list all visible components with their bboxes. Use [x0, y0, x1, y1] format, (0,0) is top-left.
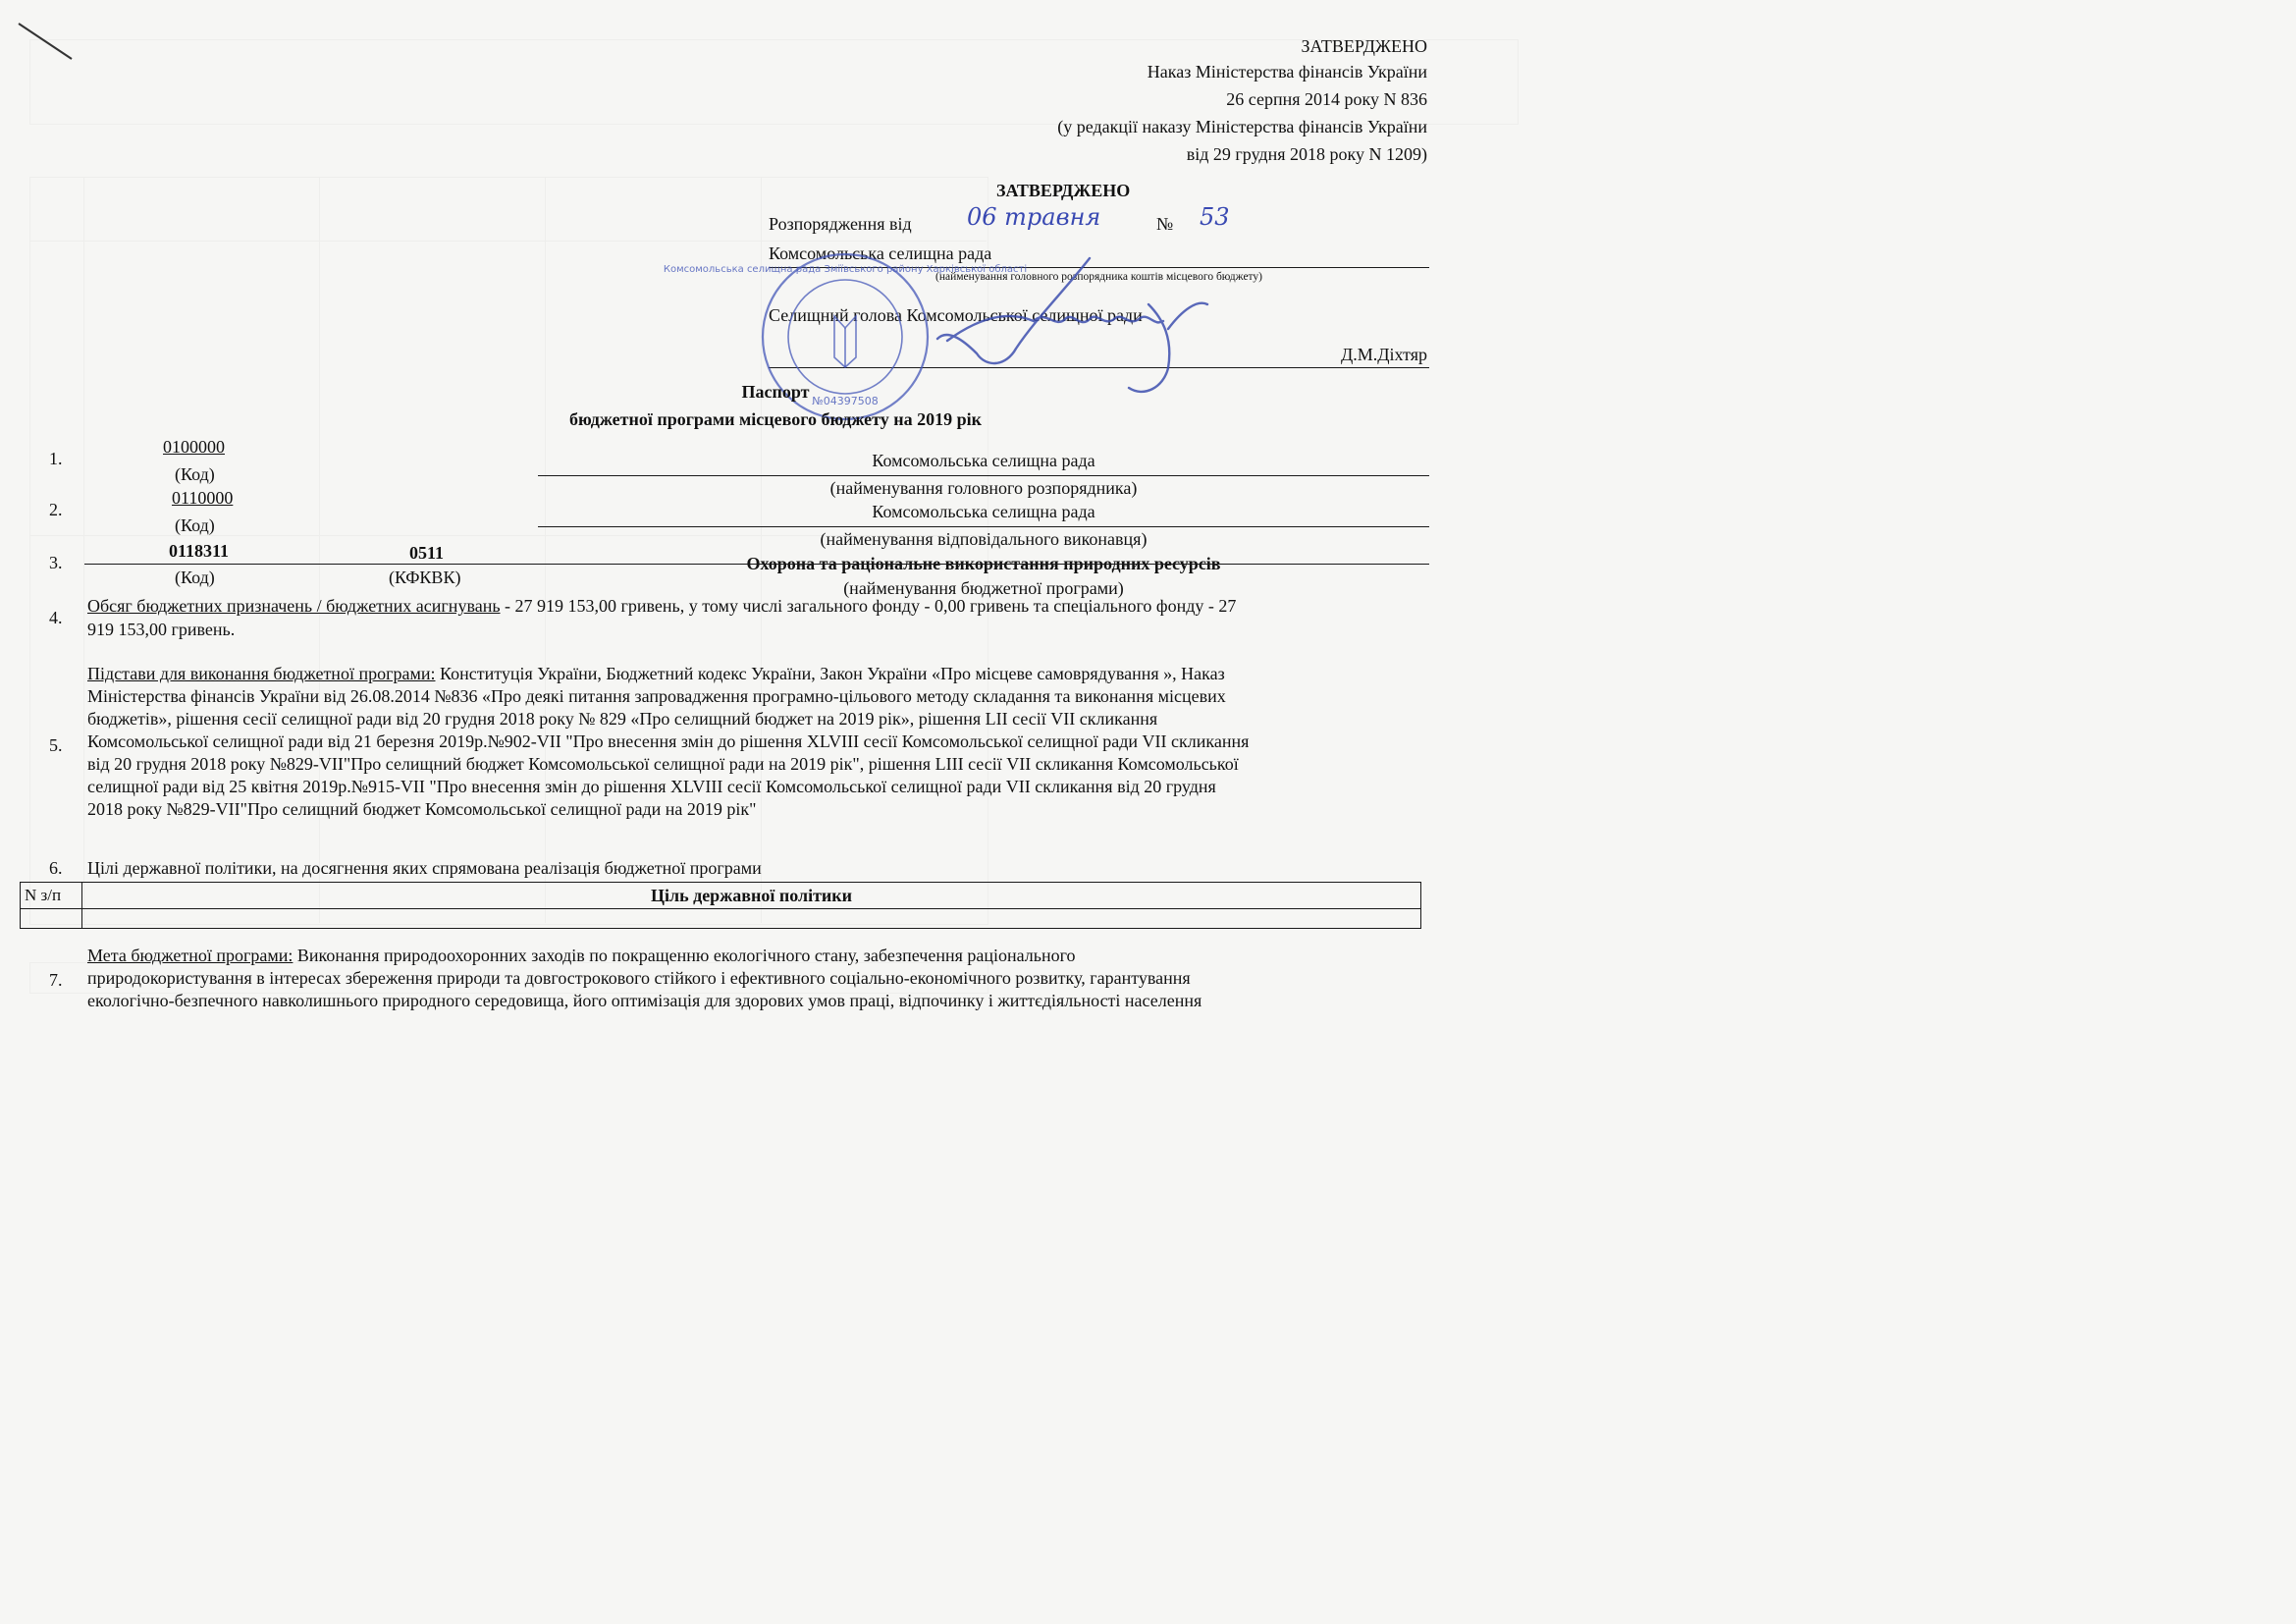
item-1-name: Комсомольська селищна рада: [872, 451, 1095, 470]
item-6-text: Цілі державної політики, на досягнення яких спрямована реалізація бюджетної програми: [87, 858, 762, 878]
item-2-code: 0110000: [172, 488, 234, 508]
item-5-line-4: Комсомольської селищної ради від 21 березня 2019р.№902-VII "Про внесення змін до рішення XLVIII сесії Комсомольської селищної ради VII скликання: [87, 731, 1250, 751]
approval-edition-date: від 29 грудня 2018 року N 1209): [1186, 144, 1427, 164]
item-2-name-caption: (найменування відповідального виконавця): [820, 529, 1148, 549]
item-3-kfkvk: 0511: [409, 543, 445, 563]
stamp-ring-text: Комсомольська селищна рада Зміївського району Харківської області: [663, 264, 1028, 275]
item-2-code-caption: (Код): [175, 515, 215, 535]
handwritten-order-number: 53: [1200, 203, 1230, 231]
order-prefix: Розпорядження від: [769, 214, 912, 234]
approving-org-name: Комсомольська селищна рада: [769, 244, 992, 263]
item-4-text: - 27 919 153,00 гривень, у тому числі загального фонду - 0,00 гривень та спеціального фонду - 27: [500, 596, 1237, 616]
item-3-number: 3.: [49, 553, 63, 572]
stamp-code: №04397508: [812, 395, 879, 407]
item-5-line-2: Міністерства фінансів України від 26.08.2014 №836 «Про деякі питання запровадження програмно-цільового методу складання та виконання місцевих: [87, 686, 1226, 706]
item-4-text-line2: 919 153,00 гривень.: [87, 620, 236, 639]
approval-date-line: 26 серпня 2014 року N 836: [1226, 89, 1427, 109]
item-5-line-6: селищної ради від 25 квітня 2019р.№915-VII "Про внесення змін до рішення XLVIII сесії Комсомольської селищної ради VII скликання від 20 грудня: [87, 777, 1216, 796]
item-3-name: Охорона та раціональне використання природних ресурсів: [746, 554, 1221, 573]
signer-name: Д.М.Діхтяр: [1340, 345, 1427, 364]
item-3-kfkvk-caption: (КФКВК): [389, 568, 461, 587]
item-1-code: 0100000: [163, 437, 225, 457]
table-header-number: N з/п: [21, 883, 82, 909]
item-5-line-5: від 20 грудня 2018 року №829-VII"Про селищний бюджет Комсомольської селищної ради на 2019 рік", рішення LIII сесії VII скликання Комсомольської: [87, 754, 1239, 774]
item-3-code-caption: (Код): [175, 568, 215, 587]
passport-subtitle: бюджетної програми місцевого бюджету на 2019 рік: [569, 409, 982, 429]
passport-title: Паспорт: [741, 382, 810, 402]
item-1-number: 1.: [49, 449, 63, 468]
order-number-label: №: [1156, 214, 1174, 234]
item-7-line-3: екологічно-безпечного навколишнього природного середовища, його оптимізація для здорових умов праці, відпочинку і життєдіяльності населення: [87, 991, 1202, 1010]
item-3-name-caption: (найменування бюджетної програми): [843, 578, 1124, 598]
item-1-name-caption: (найменування головного розпорядника): [829, 478, 1138, 498]
item-5-line-1: Конституція України, Бюджетний кодекс України, Закон України «Про місцеве самоврядування », Наказ: [435, 664, 1225, 683]
item-7-lead: Мета бюджетної програми:: [87, 946, 294, 965]
table-row: [21, 909, 1421, 929]
scan-corner-mark: [15, 18, 83, 67]
item-2-name: Комсомольська селищна рада: [872, 502, 1095, 521]
item-2-number: 2.: [49, 500, 63, 519]
item-7-line-1: Виконання природоохоронних заходів по покращенню екологічного стану, забезпечення раціонального: [293, 946, 1076, 965]
handwritten-order-date: 06 травня: [967, 203, 1101, 231]
item-1-code-caption: (Код): [175, 464, 215, 484]
item-4-lead: Обсяг бюджетних призначень / бюджетних асигнувань: [87, 596, 501, 616]
approval-block-label: ЗАТВЕРДЖЕНО: [996, 181, 1131, 200]
item-7-line-2: природокористування в інтересах збереження природи та довгострокового стійкого і ефективного соціально-економічного розвитку, гарантування: [87, 968, 1191, 988]
item-5-line-7: 2018 року №829-VII"Про селищний бюджет Комсомольської селищної ради на 2019 рік": [87, 799, 757, 819]
table-header-row: [21, 883, 1421, 909]
approval-label: ЗАТВЕРДЖЕНО: [1301, 36, 1427, 56]
item-5-lead: Підстави для виконання бюджетної програми:: [87, 664, 436, 683]
item-4-number: 4.: [49, 608, 63, 627]
table-header-goal: Ціль державної політики: [82, 883, 1421, 909]
item-5-number: 5.: [49, 735, 63, 755]
approving-org-caption: (найменування головного розпорядника коштів місцевого бюджету): [934, 271, 1263, 283]
item-5-line-3: бюджетів», рішення сесії селищної ради від 20 грудня 2018 року № 829 «Про селищний бюджет на 2019 рік», рішення LII сесії VII скликання: [87, 709, 1158, 729]
approval-order-line: Наказ Міністерства фінансів України: [1147, 62, 1427, 81]
item-6-number: 6.: [49, 858, 63, 878]
signer-title: Селищний голова Комсомольської селищної ради: [769, 305, 1143, 325]
approval-edition-line: (у редакції наказу Міністерства фінансів України: [1057, 117, 1427, 136]
policy-goals-table: [20, 882, 1421, 929]
item-3-code: 0118311: [169, 541, 230, 561]
item-7-number: 7.: [49, 970, 63, 990]
